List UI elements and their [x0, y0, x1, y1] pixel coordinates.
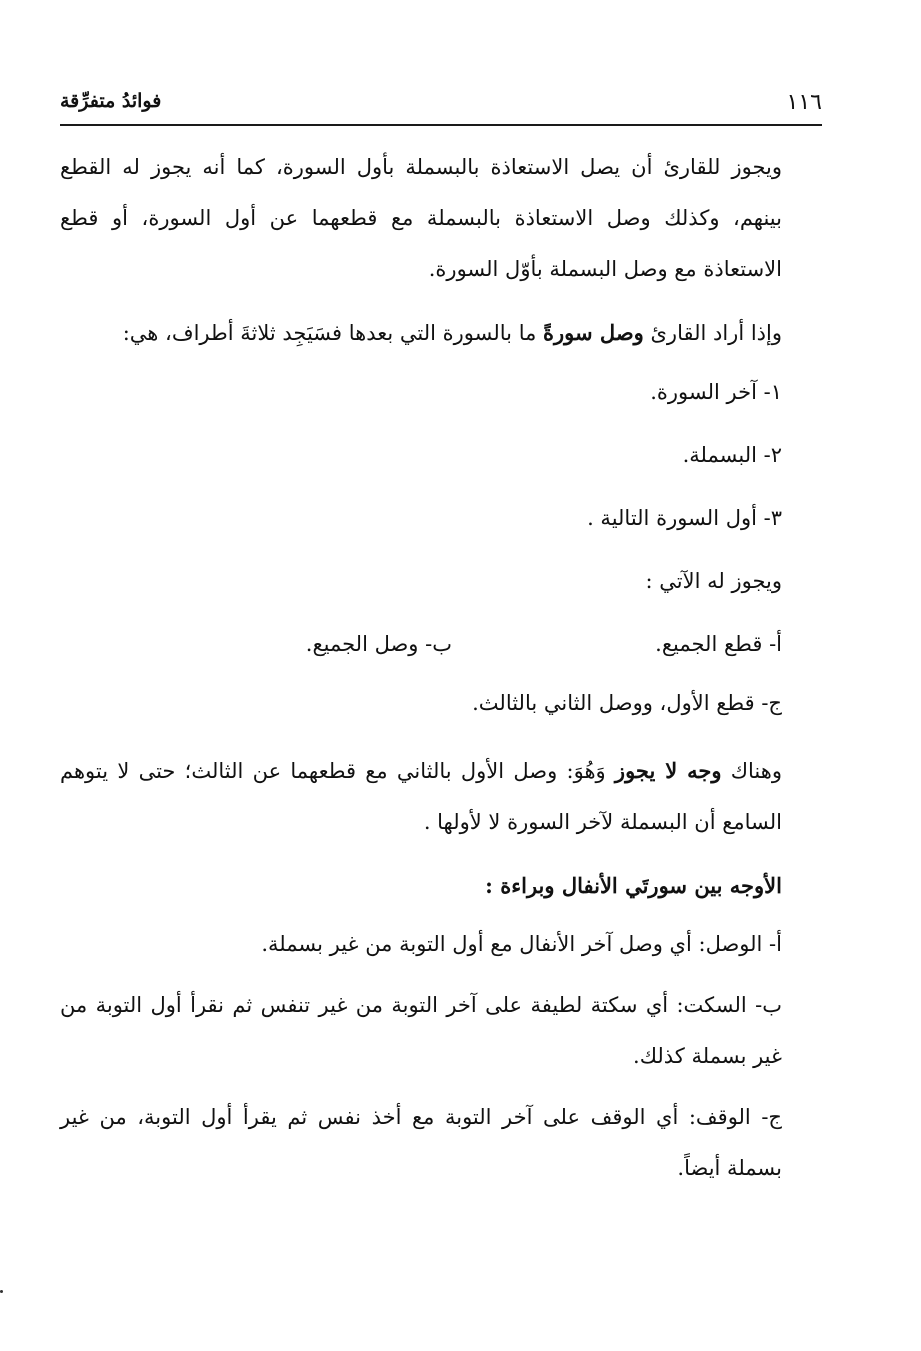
- section-heading: الأوجه بين سورتَي الأنفال وبراءة :: [485, 873, 782, 898]
- running-title: فوائدُ متفرِّقة: [60, 90, 162, 112]
- list-item-3: ٣- أول السورة التالية .: [587, 506, 782, 530]
- options-row: [60, 623, 822, 666]
- page-header: [60, 86, 822, 126]
- paragraph-isti-adha: ويجوز للقارئ أن يصل الاستعاذة بالبسملة بأول السورة، كما أنه يجوز له القطع بينهم، وكذلك وصل الاستعاذة بالبسملة مع قطعهما عن أول السورة، أو قطع الاستعاذة مع وصل البسملة بأوّل السورة.: [60, 155, 782, 281]
- option-a: أ- قطع الجميع.: [655, 632, 782, 656]
- paragraph-wasl-surah: [60, 307, 822, 359]
- paragraph-forbidden-text-1: وهناك: [721, 759, 782, 783]
- page-number: ١١٦: [786, 90, 822, 115]
- paragraph-forbidden-text-2: وَهُوَ: وصل الأول بالثاني مع قطعهما عن الثالث؛ حتى لا يتوهم السامع أن البسملة لآخر السورة لا لأولها .: [60, 759, 782, 834]
- section-item-b: ب- السكت: أي سكتة لطيفة على آخر التوبة من غير تنفس ثم نقرأ أول التوبة من غير بسملة كذلك.: [60, 993, 782, 1068]
- option-c: ج- قطع الأول، ووصل الثاني بالثالث.: [472, 691, 782, 715]
- list-item-2: ٢- البسملة.: [682, 443, 782, 467]
- paragraph-wasl-surah-text-1: وإذا أراد القارئ: [643, 321, 782, 345]
- scan-speck: [0, 1290, 3, 1293]
- book-page: [60, 0, 822, 1351]
- section-item-a: أ- الوصل: أي وصل آخر الأنفال مع أول التوبة من غير بسملة.: [261, 932, 782, 956]
- option-b: ب- وصل الجميع.: [305, 632, 452, 656]
- paragraph-wasl-surah-bold: وصل سورةً: [543, 320, 644, 345]
- paragraph-wasl-surah-text-2: ما بالسورة التي بعدها فسَيَجِد ثلاثةَ أطراف، هي:: [122, 321, 544, 345]
- section-item-c: ج- الوقف: أي الوقف على آخر التوبة مع أخذ نفس ثم يقرأ أول التوبة، من غير بسملة أيضاً.: [60, 1105, 782, 1180]
- list-item-1: ١- آخر السورة.: [650, 380, 782, 404]
- paragraph-forbidden: [60, 745, 822, 848]
- page-body: [60, 142, 822, 1204]
- paragraph-forbidden-bold: وجه لا يجوز: [614, 758, 722, 783]
- allowed-intro: ويجوز له الآتي :: [645, 569, 782, 593]
